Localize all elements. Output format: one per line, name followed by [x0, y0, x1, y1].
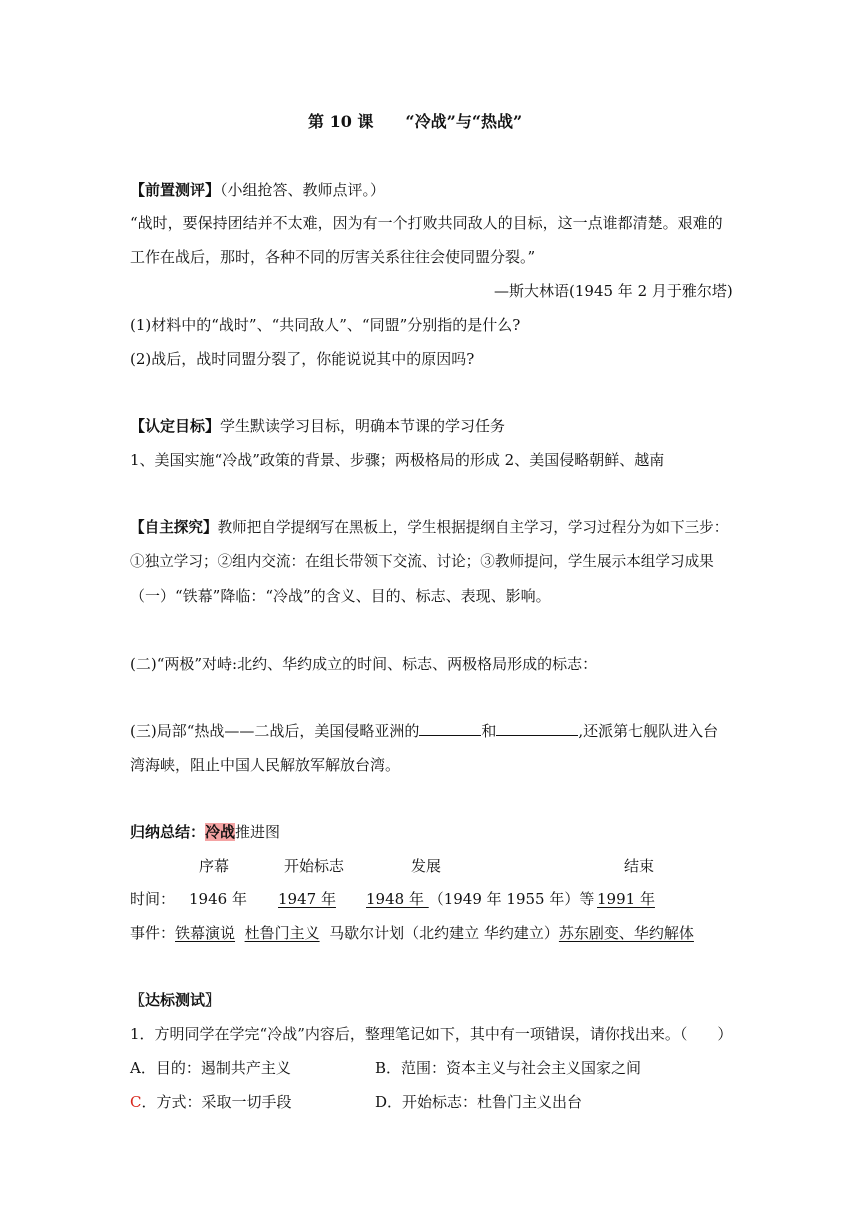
quote-source: —斯大林语(1945 年 2 月于雅尔塔)	[494, 282, 733, 300]
explore-line	[130, 518, 728, 538]
time-1948-extra: （1949 年 1955 年）等	[428, 890, 595, 908]
goals-item: 1、美国实施“冷战”政策的背景、步骤；两极格局的形成 2、美国侵略朝鲜、越南	[130, 451, 665, 469]
explore-text: 教师把自学提纲写在黑板上，学生根据提纲自主学习，学习过程分为如下三步：	[217, 519, 729, 536]
test-question: 1．方明同学在学完“冷战”内容后，整理笔记如下，其中有一项错误，请你找出来。（ ）	[130, 1025, 733, 1043]
blank-1	[419, 721, 481, 736]
question-1: (1)材料中的“战时”、“共同敌人”、“同盟”分别指的是什么?	[130, 316, 521, 334]
goals-line	[130, 416, 505, 436]
summary-heading: 归纳总结：	[130, 823, 206, 841]
time-1948: 1948 年	[366, 890, 429, 908]
explore-part-3-b: 和	[481, 722, 497, 740]
goals-heading: 【认定目标】	[130, 417, 221, 435]
explore-part-1: （一）“铁幕”降临：“冷战”的含义、目的、标志、表现、影响。	[130, 587, 551, 605]
question-2: (2)战后，战时同盟分裂了，你能说说其中的原因吗?	[130, 350, 475, 368]
explore-heading: 【自主探究】	[130, 519, 218, 536]
time-1991: 1991 年	[597, 890, 655, 908]
option-a: A．目的：遏制共产主义	[130, 1059, 291, 1077]
explore-part-3-line-1	[130, 721, 718, 741]
events-line	[130, 923, 694, 943]
event-iron-curtain: 铁幕演说	[175, 924, 236, 942]
blank-2	[496, 721, 578, 736]
explore-steps: ①独立学习；②组内交流：在组长带领下交流、讨论；③教师提问，学生展示本组学习成果	[130, 553, 714, 570]
explore-part-3-line-2: 湾海峡，阻止中国人民解放军解放台湾。	[130, 756, 401, 774]
stage-development: 发展	[411, 857, 442, 875]
event-collapse: 苏东剧变、华约解体	[558, 924, 694, 942]
event-label: 事件：	[130, 924, 176, 942]
option-b: B．范围：资本主义与社会主义国家之间	[375, 1059, 642, 1077]
explore-part-3-a: (三)局部“热战——二战后，美国侵略亚洲的	[130, 722, 420, 740]
time-1947: 1947 年	[278, 890, 336, 908]
stage-prelude: 序幕	[199, 857, 230, 875]
time-1948-line	[366, 889, 594, 909]
explore-part-3-c: ,还派第七舰队进入台	[578, 722, 719, 740]
summary-rest: 推进图	[235, 823, 281, 841]
goals-text: 学生默读学习目标，明确本节课的学习任务	[220, 417, 506, 435]
summary-heading-line	[130, 822, 280, 842]
quote-line-1: “战时，要保持团结并不太难，因为有一个打败共同敌人的目标，这一点谁都清楚。艰难的	[130, 214, 723, 232]
option-d: D．开始标志：杜鲁门主义出台	[375, 1093, 583, 1111]
preview-heading: 【前置测评】	[130, 181, 221, 199]
page-title: 第 10 课 “冷战”与“热战”	[308, 112, 523, 131]
time-1946: 1946 年	[189, 890, 247, 908]
event-truman-doctrine: 杜鲁门主义	[244, 924, 320, 942]
preview-heading-line	[130, 180, 385, 200]
option-c	[130, 1092, 292, 1112]
stage-end: 结束	[624, 857, 655, 875]
stage-start: 开始标志	[284, 857, 345, 875]
event-marshall-plan: 马歇尔计划（北约建立 华约建立）	[329, 924, 559, 942]
time-label: 时间：	[130, 890, 176, 908]
quote-line-2: 工作在战后，那时，各种不同的厉害关系往往会使同盟分裂。”	[130, 248, 536, 266]
explore-part-2: (二)“两极”对峙:北约、华约成立的时间、标志、两极格局形成的标志：	[130, 655, 598, 673]
option-c-text: ．方式：采取一切手段	[141, 1093, 292, 1111]
option-c-letter: C	[130, 1093, 142, 1111]
preview-note: （小组抢答、教师点评。）	[220, 181, 386, 199]
test-heading: 〖达标测试〗	[130, 991, 221, 1009]
summary-highlight: 冷战	[205, 823, 236, 841]
